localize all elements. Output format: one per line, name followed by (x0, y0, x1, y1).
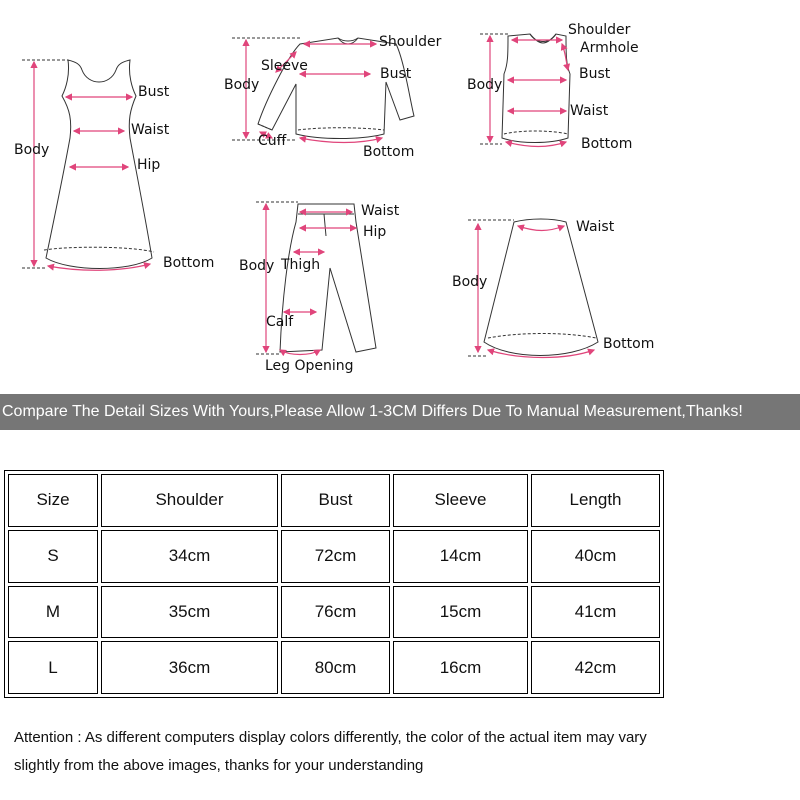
vest-armhole-label: Armhole (580, 40, 639, 56)
cell-sleeve: 14cm (393, 530, 528, 583)
dress-measures (34, 62, 150, 270)
garment-sketches (0, 0, 800, 392)
attention-line-2: slightly from the above images, thanks for your understanding (14, 757, 424, 774)
dress-diagram (22, 60, 154, 269)
cell-length: 40cm (531, 530, 660, 583)
pants-waist-label: Waist (361, 203, 400, 219)
pants-calf-label: Calf (266, 314, 294, 330)
skirt-outline (484, 219, 598, 356)
cell-shoulder: 34cm (101, 530, 278, 583)
pants-hip-label: Hip (363, 224, 387, 240)
header-size: Size (8, 474, 98, 527)
cell-size: L (8, 641, 98, 694)
shirt-cuff-label: Cuff (258, 133, 287, 149)
skirt-waist-label: Waist (576, 219, 615, 235)
shirt-outline (258, 38, 414, 139)
header-sleeve: Sleeve (393, 474, 528, 527)
cell-bust: 80cm (281, 641, 390, 694)
header-bust: Bust (281, 474, 390, 527)
measurement-notice-banner: Compare The Detail Sizes With Yours,Please Allow 1-3CM Differs Due To Manual Measurement,Thanks! (0, 394, 800, 430)
shirt-body-label: Body (224, 77, 260, 93)
skirt-bottom-label: Bottom (603, 336, 655, 352)
cell-size: S (8, 530, 98, 583)
vest-waist-label: Waist (570, 103, 609, 119)
pants-thigh-label: Thigh (281, 257, 321, 273)
cell-sleeve: 15cm (393, 586, 528, 639)
vest-shoulder-label: Shoulder (568, 22, 631, 38)
vest-body-label: Body (467, 77, 503, 93)
vest-bust-label: Bust (579, 66, 611, 82)
pants-leg-opening-label: Leg Opening (265, 358, 354, 374)
cell-bust: 72cm (281, 530, 390, 583)
table-row (8, 641, 660, 694)
pants-measures (266, 204, 356, 355)
cell-length: 42cm (531, 641, 660, 694)
pants-outline (280, 204, 376, 352)
table-header-row (8, 474, 660, 527)
pants-body-label: Body (239, 258, 275, 274)
table-row (8, 586, 660, 639)
cell-length: 41cm (531, 586, 660, 639)
skirt-measures (478, 224, 594, 358)
cell-size: M (8, 586, 98, 639)
cell-sleeve: 16cm (393, 641, 528, 694)
table-row (8, 530, 660, 583)
header-shoulder: Shoulder (101, 474, 278, 527)
dress-hip-label: Hip (137, 157, 161, 173)
dress-bottom-label: Bottom (163, 255, 215, 271)
pants-diagram (256, 202, 376, 354)
cell-shoulder: 35cm (101, 586, 278, 639)
dress-bust-label: Bust (138, 84, 170, 100)
vest-outline (502, 34, 570, 143)
attention-note (14, 724, 774, 780)
shirt-bottom-label: Bottom (363, 144, 415, 160)
dress-waist-label: Waist (131, 122, 170, 138)
skirt-diagram (468, 219, 598, 356)
cell-shoulder: 36cm (101, 641, 278, 694)
cell-bust: 76cm (281, 586, 390, 639)
size-chart-table (4, 470, 664, 698)
skirt-body-label: Body (452, 274, 488, 290)
vest-bottom-label: Bottom (581, 136, 633, 152)
measurement-diagrams (0, 0, 800, 392)
attention-line-1: Attention : As different computers display colors differently, the color of the actual item may vary (14, 729, 647, 746)
header-length: Length (531, 474, 660, 527)
shirt-shoulder-label: Shoulder (379, 34, 442, 50)
shirt-sleeve-label: Sleeve (261, 58, 308, 74)
shirt-bust-label: Bust (380, 66, 412, 82)
dress-body-label: Body (14, 142, 50, 158)
